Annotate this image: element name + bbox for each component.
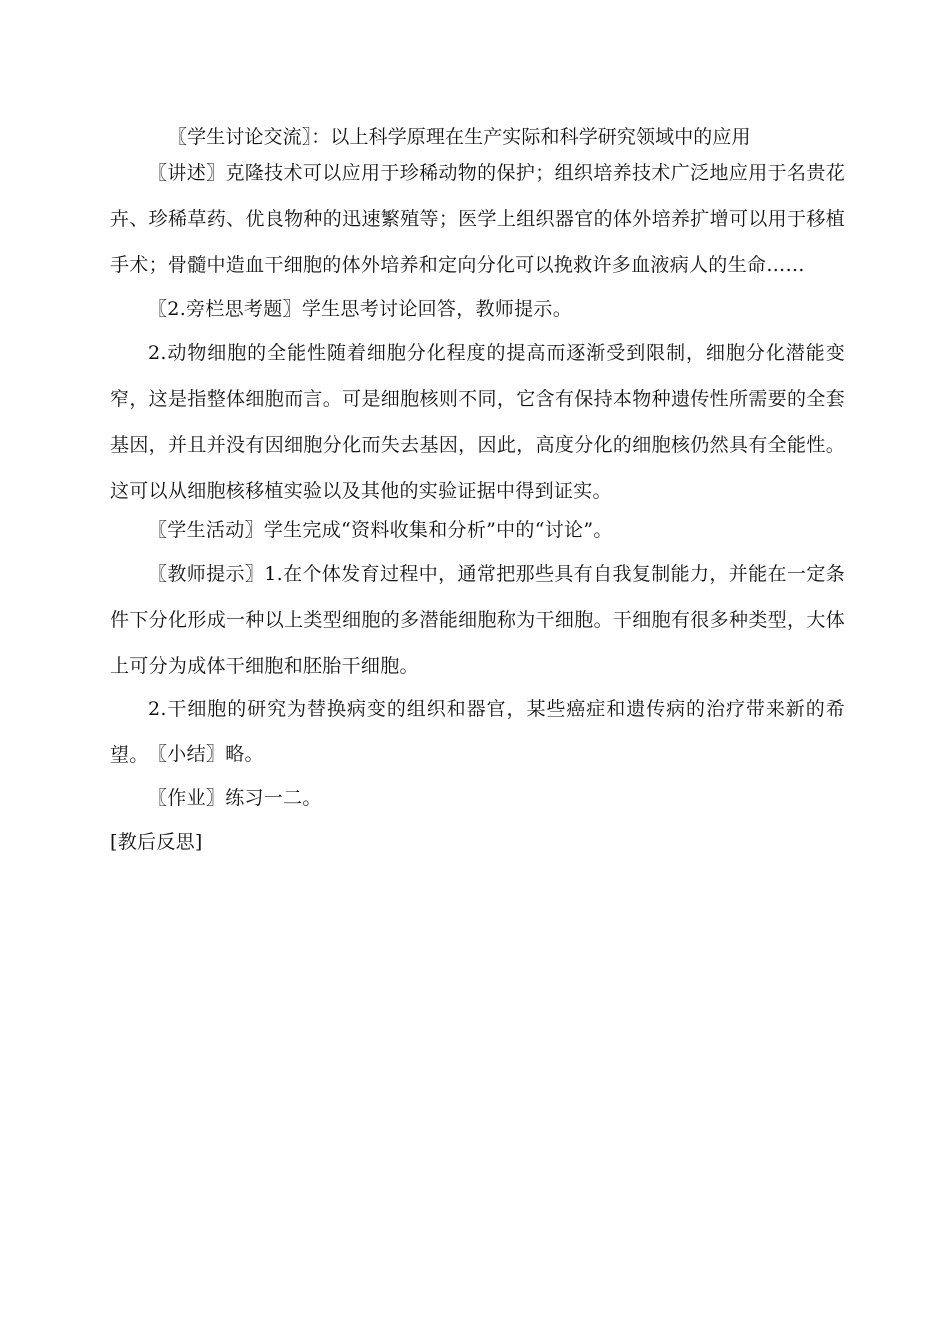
student-activity-paragraph: 〖学生活动〗学生完成“资料收集和分析”中的“讨论”。 bbox=[148, 519, 613, 541]
reflection-heading: [教后反思] bbox=[110, 831, 203, 853]
homework-paragraph: 〖作业〗练习一二。 bbox=[148, 787, 322, 809]
teacher-hint-paragraph: 〖教师提示〗1.在个体发育过程中，通常把那些具有自我复制能力，并能在一定条件下分化形成一种以上类型细胞的多潜能细胞称为干细胞。干细胞有很多种类型，大体上可分为成体干细胞和胚胎干细胞。 bbox=[110, 563, 845, 677]
lecture-paragraph: 〖讲述〗克隆技术可以应用于珍稀动物的保护；组织培养技术广泛地应用于名贵花卉、珍稀草药、优良物种的迅速繁殖等；医学上组织器官的体外培养扩增可以用于移植手术；骨髓中造血干细胞的体外培养和定向分化可以挽救许多血液病人的生命…… bbox=[110, 162, 845, 276]
stem-cell-research-paragraph: 2.干细胞的研究为替换病变的组织和器官，某些癌症和遗传病的治疗带来新的希望。 bbox=[110, 698, 845, 766]
sidebar-question-paragraph: 〖2.旁栏思考题〗学生思考讨论回答，教师提示。 bbox=[148, 298, 573, 320]
summary-paragraph: 〖小结〗略。 bbox=[148, 743, 264, 765]
totipotency-paragraph: 2.动物细胞的全能性随着细胞分化程度的提高而逐渐受到限制，细胞分化潜能变窄，这是指整体细胞而言。可是细胞核则不同，它含有保持本物种遗传性所需要的全套基因，并且并没有因细胞分化而失去基因，因此，高度分化的细胞核仍然具有全能性。这可以从细胞核移植实验以及其他的实验证据中得到证实。 bbox=[110, 342, 845, 502]
discussion-paragraph: 〖学生讨论交流〗：以上科学原理在生产实际和科学研究领域中的应用 bbox=[168, 126, 751, 148]
